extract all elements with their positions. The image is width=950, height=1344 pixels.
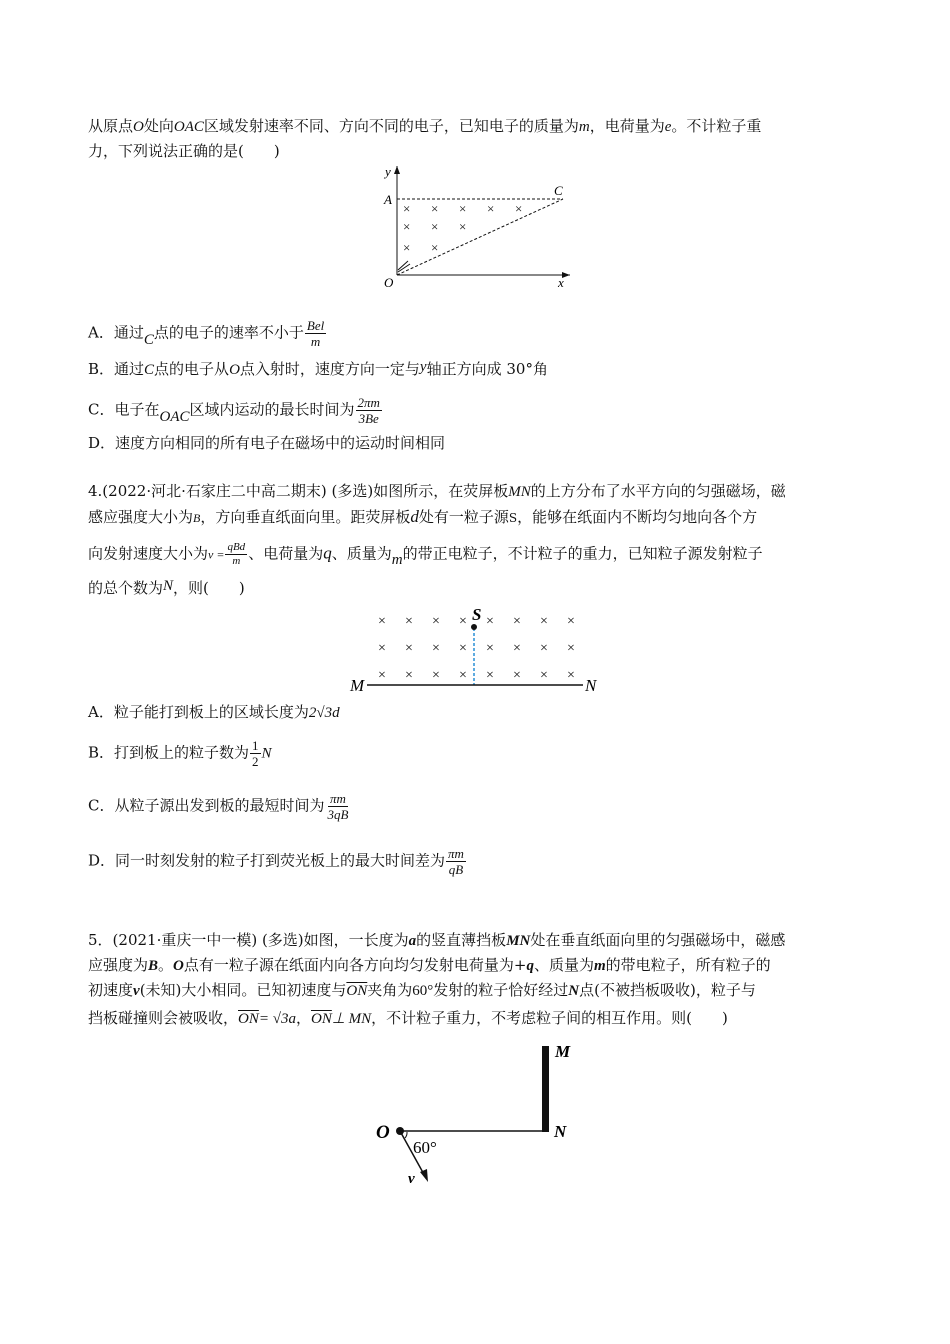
q3-option-d: D．速度方向相同的所有电子在磁场中的运动时间相同 [88,434,446,452]
cross: × [432,668,440,683]
label-N: N [585,676,597,695]
cross: × [486,668,494,683]
q3-option-b: B．通过C点的电子从O点入射时，速度方向一定与y轴正方向成 30°角 [88,359,548,378]
cross: × [431,201,439,216]
cross: × [378,641,386,656]
cross: × [540,614,548,629]
cross: × [431,240,439,255]
q4-stem-line2: 感应强度大小为B，方向垂直纸面向里。距荧屏板d处有一粒子源S，能够在纸面内不断均匀地向各个方 [88,507,758,526]
cross: × [487,201,495,216]
cross: × [403,201,411,216]
q5-figure [370,1040,585,1190]
q4-option-b: B．打到板上的粒子数为 $\frac{1}{2}$ N [88,738,272,769]
q3-option-c: C．电子在OAC区域内运动的最长时间为 $\frac{2\pi m}{3Be}$ [88,395,380,426]
cross: × [432,641,440,656]
q5-stem-line3: 初速度v(未知)大小相同。已知初速度与$\overline{ON}$夹角为60°发射的粒子恰好经过N点(不被挡板吸收)，粒子与 [88,981,756,999]
cross: × [459,201,467,216]
source-dot [471,624,477,630]
label-O: O [384,275,394,290]
cross: × [459,668,467,683]
label-C: C [554,183,563,198]
velocity-arrowhead [420,1169,428,1182]
cross: × [405,614,413,629]
q5-stem-line2: 应强度为B。O点有一粒子源在纸面内向各方向均匀发射电荷量为+q、质量为m的带电粒子，所有粒子的 [88,956,771,974]
q4-option-d: D．同一时刻发射的粒子打到荧光板上的最大时间差为 $\frac{\pi m}{qB}$ [88,846,464,877]
cross: × [567,641,575,656]
q3-option-a: A．通过C点的电子的速率不小于 $\frac{\text{Bel}}{m}$ [88,318,325,349]
cross: × [513,641,521,656]
label-S: S [472,605,482,624]
cross: × [403,219,411,234]
cross: × [459,641,467,656]
fraction: $\frac{\pi m}{qB}$ [448,846,464,877]
label-M: M [555,1042,571,1061]
y-arrow [394,166,400,174]
q4-figure [345,600,605,695]
cross: × [486,614,494,629]
angle-arc [405,1132,407,1138]
cross: × [432,614,440,629]
cross: × [405,668,413,683]
q4-option-c: C．从粒子源出发到板的最短时间为 $\frac{\pi m}{3qB}$ [88,791,349,822]
fraction: $\frac{1}{2}$ [252,738,259,769]
cross: × [513,668,521,683]
q5-stem-line1: 5．(2021·重庆一中一模) (多选)如图，一长度为a的竖直薄挡板MN处在垂直纸面向里的匀强磁场中，磁感 [88,931,786,949]
label-v: v [408,1171,415,1187]
line-OC [397,199,563,275]
label-angle: 60° [413,1138,437,1157]
label-A: A [384,192,392,207]
cross: × [513,614,521,629]
q4-stem-line3: 向发射速度大小为v = $\frac{\text{qBd}}{m}$ 、电荷量为q、质量为m的带正电粒子，不计粒子的重力，已知粒子源发射粒子 [88,541,763,568]
q4-option-a: A．粒子能打到板上的区域长度为2√3d [88,703,340,721]
cross: × [459,219,467,234]
label-x: x [558,275,564,290]
fraction: $\frac{2\pi m}{3Be}$ [357,395,380,426]
cross: × [567,614,575,629]
q5-stem-line4: 挡板碰撞则会被吸收，$\overline{ON}= √3a$，$\overline{ON}\perp$ MN，不计粒子重力，不考虑粒子间的相互作用。则( ) [88,1009,728,1027]
cross: × [378,668,386,683]
label-O: O [376,1122,390,1143]
field-crosses [378,614,575,683]
q4-stem-line4: 的总个数为N，则( ) [88,578,245,597]
cross: × [403,240,411,255]
q3-stem-line1: 从原点O处向OAC区域发射速率不同、方向不同的电子，已知电子的质量为m，电荷量为e。不计粒子重 [88,117,762,135]
fraction: $\frac{\text{qBd}}{m}$ [227,541,246,567]
cross: × [515,201,523,216]
cross: × [459,614,467,629]
field-crosses [403,201,522,255]
fraction: $\frac{\pi m}{3qB}$ [327,791,349,822]
fraction: $\frac{\text{Bel}}{m}$ [306,318,325,349]
cross: × [567,668,575,683]
label-y: y [385,164,391,179]
label-M: M [350,676,365,695]
cross: × [405,641,413,656]
cross: × [540,668,548,683]
label-N: N [554,1122,567,1141]
cross: × [486,641,494,656]
q3-figure [375,160,575,295]
cross: × [378,614,386,629]
baffle-MN [542,1046,549,1132]
cross: × [431,219,439,234]
q3-stem-line2: 力，下列说法正确的是( ) [88,142,280,160]
cross: × [540,641,548,656]
q4-stem-line1: 4.(2022·河北·石家庄二中高二期末) (多选)如图所示，在荧屏板MN的上方分布了水平方向的匀强磁场，磁 [88,482,786,500]
